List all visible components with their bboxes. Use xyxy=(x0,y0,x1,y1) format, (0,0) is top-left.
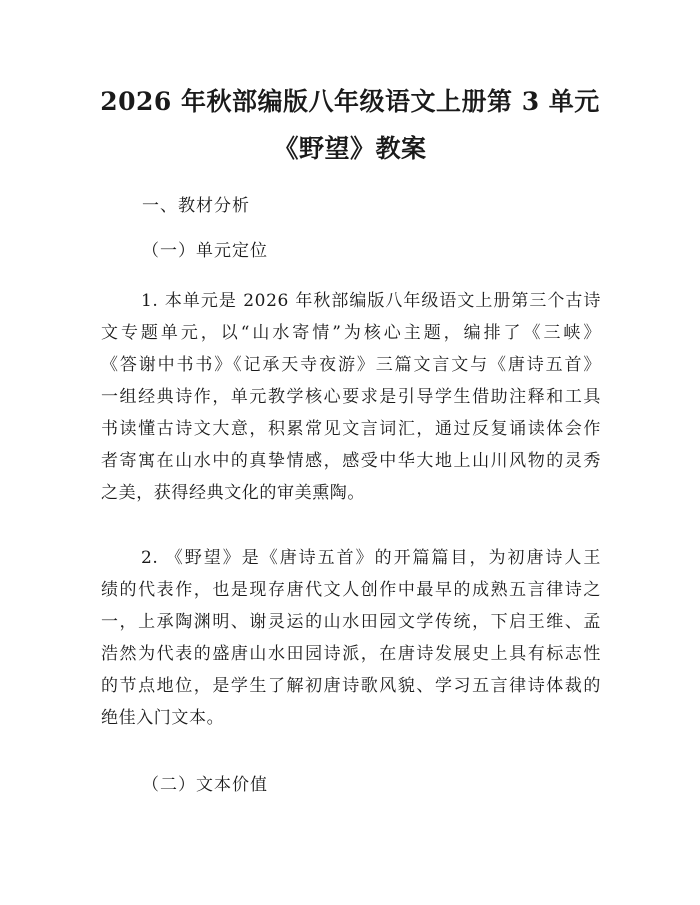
subsection-heading-unit-positioning: （一）单元定位 xyxy=(142,241,268,261)
subsection-heading-text-value: （二）文本价值 xyxy=(142,775,268,795)
paragraph-text-introduction xyxy=(101,542,601,734)
paragraph-line: 之美，获得经典文化的审美熏陶。 xyxy=(101,483,365,503)
document-title-line-2: 《野望》教案 xyxy=(273,134,427,163)
paragraph-line: 文专题单元，以“山水寄情”为核心主题，编排了《三峡》 xyxy=(101,323,601,343)
paragraph-line: 绩的代表作，也是现存唐代文人创作中最早的成熟五言律诗之 xyxy=(101,580,601,600)
section-heading-teaching-material-analysis: 一、教材分析 xyxy=(142,196,250,216)
paragraph-line: 一，上承陶渊明、谢灵运的山水田园文学传统，下启王维、孟 xyxy=(101,612,601,632)
paragraph-line: 的节点地位，是学生了解初唐诗歌风貌、学习五言律诗体裁的 xyxy=(101,676,601,696)
paragraph-line: 书读懂古诗文大意，积累常见文言词汇，通过反复诵读体会作 xyxy=(101,419,601,439)
paragraph-line: 浩然为代表的盛唐山水田园诗派，在唐诗发展史上具有标志性 xyxy=(101,644,601,664)
paragraph-line: 2. 《野望》是《唐诗五首》的开篇篇目，为初唐诗人王 xyxy=(141,548,601,568)
paragraph-line: 一组经典诗作，单元教学核心要求是引导学生借助注释和工具 xyxy=(101,387,601,407)
paragraph-line: 绝佳入门文本。 xyxy=(101,708,225,728)
paragraph-unit-positioning xyxy=(101,285,601,509)
paragraph-line: 者寄寓在山水中的真挚情感，感受中华大地上山川风物的灵秀 xyxy=(101,451,601,471)
document-title-line-1: 2026 年秋部编版八年级语文上册第 3 单元 xyxy=(100,87,600,116)
paragraph-line: 《答谢中书书》《记承天寺夜游》三篇文言文与《唐诗五首》 xyxy=(101,355,601,375)
paragraph-line: 1. 本单元是 2026 年秋部编版八年级语文上册第三个古诗 xyxy=(141,291,601,311)
